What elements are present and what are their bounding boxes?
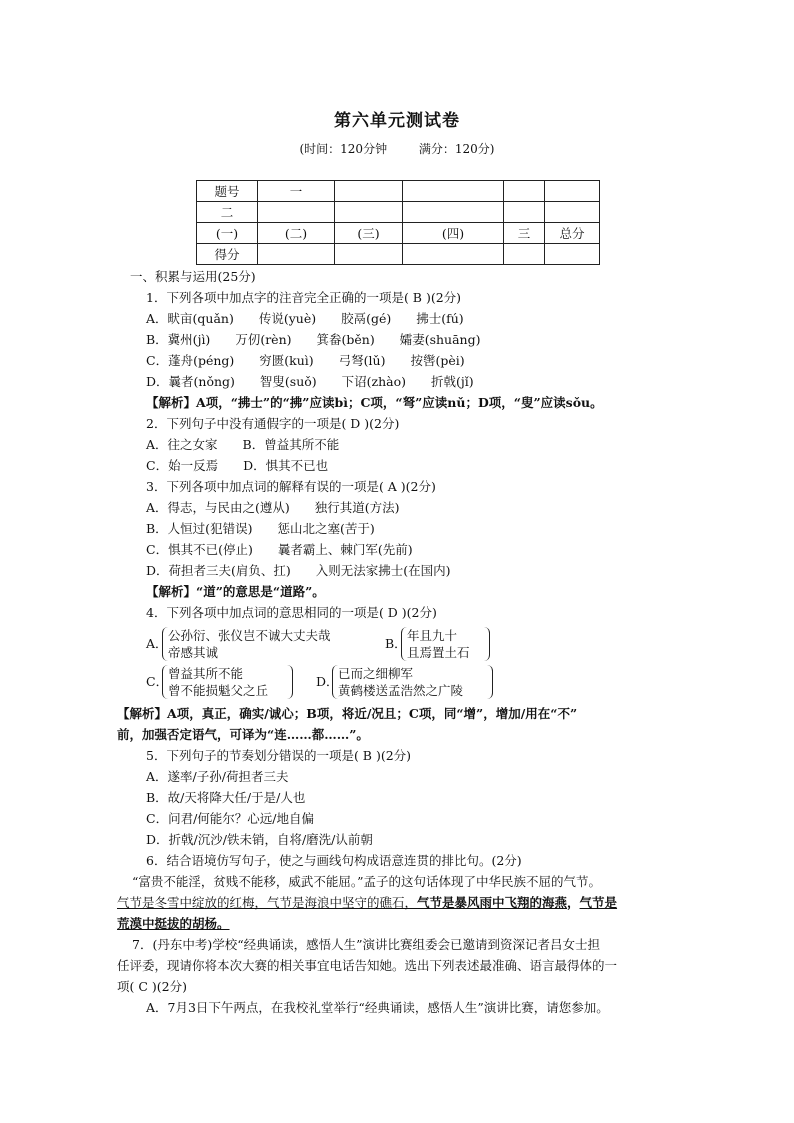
table-cell	[545, 202, 600, 223]
option-text: A．得志，与民由之(遵从) 独行其道(方法)	[146, 500, 400, 515]
table-cell	[335, 181, 403, 202]
table-row	[197, 202, 600, 223]
option-text: D．曩者(nǒng) 智叟(suǒ) 下诏(zhào) 折戟(jǐ)	[146, 374, 474, 389]
option-text: B．冀州(jì) 万仞(rèn) 箕畚(běn) 孀妻(shuāng)	[146, 332, 481, 347]
option-text: C．蓬舟(péng) 穷匮(kuì) 弓弩(lǔ) 按辔(pèi)	[146, 353, 465, 368]
table-cell	[335, 202, 403, 223]
table-cell	[504, 244, 545, 265]
option-text: A．7月3日下午两点，在我校礼堂举行“经典诵读，感悟人生”演讲比赛，请您参加。	[146, 1000, 609, 1015]
table-cell	[403, 181, 504, 202]
answer-text: 气节是暴风雨中飞翔的海燕	[417, 895, 568, 910]
table-cell: 一	[258, 181, 335, 202]
analysis-text: 【解析】“道”的意思是“道路”。	[146, 584, 325, 599]
time-label: (时间：120分钟	[299, 142, 388, 156]
option-text: D．折戟/沉沙/铁未销，自将/磨洗/认前朝	[146, 832, 373, 847]
option-text: B．故/天将降大任/于是/人也	[146, 790, 306, 805]
exam-info	[0, 140, 794, 157]
table-cell: 总分	[545, 223, 600, 244]
table-row	[197, 223, 600, 244]
option-text: D．荷担者三夫(肩负、扛) 入则无法家拂士(在国内)	[146, 563, 451, 578]
passage-text: “富贵不能淫，贫贱不能移，威武不能屈。”孟子的这句话体现了中华民族不屈的气节。	[132, 874, 602, 889]
option-text: 黄鹤楼送孟浩然之广陵	[338, 683, 464, 698]
analysis-text: 前，加强否定语气，可译为“连……都……”。	[117, 727, 369, 742]
question-text: 3．下列各项中加点词的解释有误的一项是( A )(2分)	[146, 479, 436, 494]
right-brace	[486, 665, 493, 699]
question-text: 7．(丹东中考)学校“经典诵读，感悟人生”演讲比赛组委会已邀请到资深记者吕女士担	[132, 937, 600, 952]
option-text: 公孙衍、张仪岂不诚大丈夫哉	[168, 628, 331, 643]
option-text: A．畎亩(quǎn) 传说(yuè) 胶鬲(gé) 拂士(fú)	[146, 311, 464, 326]
answer-text: 荒漠中挺拔的胡杨。	[117, 916, 230, 931]
underlined-sentence: 气节是冬雪中绽放的红梅，气节是海浪中坚守的礁石，	[117, 895, 418, 910]
answer-text: ，	[567, 895, 580, 910]
question-text: 任评委，现请你将本次大赛的相关事宜电话告知她。选出下列表述最准确、语言最得体的一	[117, 958, 618, 973]
question-text: 4．下列各项中加点词的意思相同的一项是( D )(2分)	[146, 605, 437, 620]
table-row	[197, 181, 600, 202]
section-heading: 一、积累与运用(25分)	[130, 269, 256, 284]
table-cell	[504, 181, 545, 202]
page-title: 第六单元测试卷	[334, 111, 460, 131]
question-text: 1．下列各项中加点字的注音完全正确的一项是( B )(2分)	[146, 290, 462, 305]
table-cell: 得分	[197, 244, 258, 265]
option-text: A．往之女家 B．曾益其所不能	[146, 437, 340, 452]
table-cell: 二	[197, 202, 258, 223]
option-label: C．	[146, 674, 169, 689]
question-text: 2．下列句子中没有通假字的一项是( D )(2分)	[146, 416, 400, 431]
table-row	[197, 244, 600, 265]
table-cell	[403, 244, 504, 265]
answer-text: 气节是	[579, 895, 618, 910]
option-text: 帝感其诚	[168, 645, 219, 660]
table-cell: 题号	[197, 181, 258, 202]
table-cell: (二)	[258, 223, 335, 244]
option-b-group	[385, 627, 495, 661]
analysis-text: 【解析】A项，“拂士”的“拂”应读bì；C项，“弩”应读nǔ；D项，“叟”应读sǒu。	[146, 395, 603, 410]
passage-line	[117, 894, 617, 912]
table-cell	[504, 202, 545, 223]
option-text: 且焉置土石	[407, 645, 470, 660]
table-cell	[258, 202, 335, 223]
table-cell	[403, 202, 504, 223]
option-text: 曾益其所不能	[168, 666, 244, 681]
option-text: 曾不能损魁父之丘	[168, 683, 269, 698]
option-c-group	[146, 665, 296, 699]
table-cell: 三	[504, 223, 545, 244]
table-cell: (三)	[335, 223, 403, 244]
question-text: 项( C )(2分)	[117, 979, 187, 994]
option-label: B．	[385, 636, 407, 651]
option-d-group	[316, 665, 496, 699]
table-cell	[258, 244, 335, 265]
option-text: C．始一反焉 D．惧其不已也	[146, 458, 329, 473]
option-label: A．	[146, 636, 168, 651]
option-text: B．人恒过(犯错误) 惩山北之塞(苦于)	[146, 521, 375, 536]
option-text: A．遂率/子孙/荷担者三夫	[146, 769, 289, 784]
table-cell: (一)	[197, 223, 258, 244]
option-text: C．惧其不已(停止) 曩者霸上、棘门军(先前)	[146, 542, 413, 557]
right-brace	[286, 665, 293, 699]
score-table	[196, 180, 600, 265]
table-cell: (四)	[403, 223, 504, 244]
table-cell	[545, 244, 600, 265]
score-label: 满分：120分)	[418, 142, 495, 156]
right-brace	[483, 627, 490, 661]
question-text: 6．结合语境仿写句子，使之与画线句构成语意连贯的排比句。(2分)	[146, 853, 522, 868]
table-cell	[335, 244, 403, 265]
option-text: 已而之细柳军	[338, 666, 414, 681]
table-cell	[545, 181, 600, 202]
option-text: C．问君/何能尔？心远/地自偏	[146, 811, 314, 826]
option-a-group	[146, 627, 386, 661]
option-text: 年且九十	[407, 628, 458, 643]
option-label: D．	[316, 674, 339, 689]
analysis-text: 【解析】A项，真正，确实/诚心；B项，将近/况且；C项，同“增”，增加/用在“不”	[117, 706, 578, 721]
question-text: 5．下列句子的节奏划分错误的一项是( B )(2分)	[146, 748, 412, 763]
